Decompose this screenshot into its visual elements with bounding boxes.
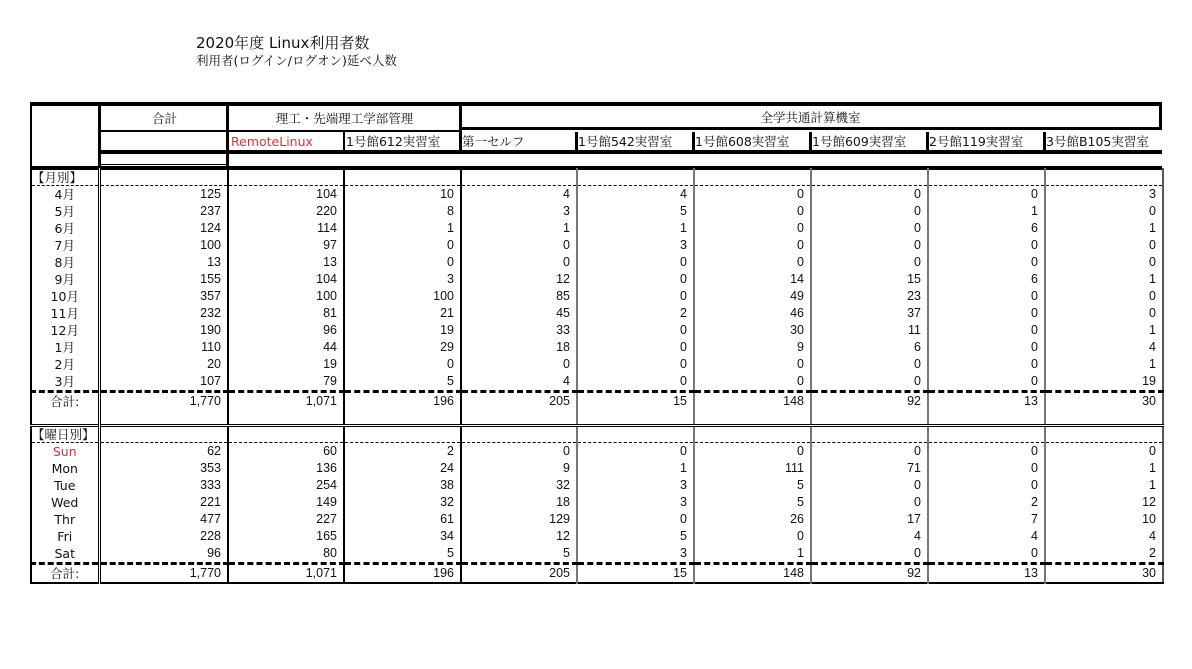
value-cell: 62 xyxy=(99,443,228,461)
value-cell: 228 xyxy=(200,529,221,543)
usage-data-table xyxy=(30,168,1164,584)
col-609: 1号館609実習室 xyxy=(812,134,907,149)
value-cell: 0 xyxy=(694,528,811,545)
table-row xyxy=(31,305,1163,322)
value-cell: 1 xyxy=(461,220,577,237)
value-cell: 4 xyxy=(577,186,694,204)
value-cell: 3 xyxy=(461,203,577,220)
empty-cell xyxy=(928,169,1045,186)
value-cell: 190 xyxy=(200,323,221,337)
total-cell: 92 xyxy=(811,392,928,411)
empty-cell xyxy=(228,169,344,186)
empty-cell xyxy=(577,410,694,426)
table-row xyxy=(31,494,1163,511)
value-cell: 100 xyxy=(200,238,221,252)
value-cell: 0 xyxy=(577,443,694,461)
empty-cell xyxy=(344,426,461,443)
value-cell: 49 xyxy=(694,288,811,305)
value-cell: 6 xyxy=(928,220,1045,237)
row-label: 1月 xyxy=(31,339,99,356)
table-row xyxy=(31,220,1163,237)
value-cell: 4 xyxy=(1045,528,1163,545)
total-cell: 1,071 xyxy=(228,564,344,584)
value-cell: 24 xyxy=(344,460,461,477)
value-cell: 3 xyxy=(1045,186,1163,204)
value-cell: 1 xyxy=(1045,220,1163,237)
value-cell: 5 xyxy=(694,477,811,494)
total-label: 合計: xyxy=(31,564,99,584)
value-cell: 11 xyxy=(811,322,928,339)
row-label: Sun xyxy=(31,443,99,461)
value-cell: 0 xyxy=(694,373,811,392)
value-cell: 0 xyxy=(928,322,1045,339)
value-cell: 0 xyxy=(811,494,928,511)
value-cell: 0 xyxy=(577,339,694,356)
value-cell: 0 xyxy=(811,254,928,271)
total-cell: 205 xyxy=(461,564,577,584)
value-cell: 100 xyxy=(344,288,461,305)
value-cell: 0 xyxy=(344,237,461,254)
value-cell: 5 xyxy=(577,528,694,545)
table-row xyxy=(31,545,1163,564)
value-cell: 0 xyxy=(928,339,1045,356)
value-cell: 12 xyxy=(461,271,577,288)
empty-cell xyxy=(228,426,344,443)
section-label: 【月別】 xyxy=(31,169,99,186)
value-cell: 110 xyxy=(201,340,221,354)
value-cell: 232 xyxy=(200,306,221,320)
total-cell: 30 xyxy=(1045,392,1163,411)
total-cell: 1,770 xyxy=(99,392,228,411)
empty-cell xyxy=(577,169,694,186)
value-cell: 29 xyxy=(344,339,461,356)
value-cell: 165 xyxy=(228,528,344,545)
row-label: Wed xyxy=(31,494,99,511)
value-cell: 0 xyxy=(811,477,928,494)
value-cell: 0 xyxy=(461,254,577,271)
value-cell: 1 xyxy=(577,220,694,237)
row-label: Fri xyxy=(31,528,99,545)
value-cell: 0 xyxy=(694,220,811,237)
empty-cell xyxy=(1045,426,1163,443)
col-119: 2号館119実習室 xyxy=(929,134,1024,149)
value-cell: 333 xyxy=(200,478,221,492)
value-cell: 1 xyxy=(694,545,811,564)
value-cell: 0 xyxy=(1045,254,1163,271)
value-cell: 3 xyxy=(577,237,694,254)
value-cell: 3 xyxy=(577,545,694,564)
row-label: 9月 xyxy=(31,271,99,288)
value-cell: 23 xyxy=(811,288,928,305)
value-cell: 0 xyxy=(694,186,811,204)
row-label: 7月 xyxy=(31,237,99,254)
value-cell: 21 xyxy=(344,305,461,322)
value-cell: 17 xyxy=(811,511,928,528)
empty-cell xyxy=(811,410,928,426)
value-cell: 1 xyxy=(928,203,1045,220)
value-cell: 32 xyxy=(461,477,577,494)
value-cell: 2 xyxy=(577,305,694,322)
value-cell: 1 xyxy=(1045,356,1163,373)
empty-cell xyxy=(461,169,577,186)
value-cell: 0 xyxy=(1045,443,1163,461)
total-cell: 1,770 xyxy=(99,564,228,584)
value-cell: 0 xyxy=(928,373,1045,392)
table-row xyxy=(31,203,1163,220)
value-cell: 6 xyxy=(928,271,1045,288)
value-cell: 0 xyxy=(577,271,694,288)
value-cell: 0 xyxy=(1045,305,1163,322)
total-label: 合計: xyxy=(31,392,99,411)
value-cell: 1 xyxy=(1045,271,1163,288)
total-row xyxy=(31,564,1163,584)
value-cell: 111 xyxy=(694,460,811,477)
value-cell: 0 xyxy=(928,288,1045,305)
value-cell: 26 xyxy=(694,511,811,528)
row-label: 2月 xyxy=(31,356,99,373)
value-cell: 19 xyxy=(344,322,461,339)
value-cell: 9 xyxy=(694,339,811,356)
value-cell: 81 xyxy=(228,305,344,322)
table-row xyxy=(31,356,1163,373)
empty-cell xyxy=(694,410,811,426)
value-cell: 19 xyxy=(228,356,344,373)
total-cell: 148 xyxy=(694,564,811,584)
value-cell: 0 xyxy=(694,203,811,220)
value-cell: 4 xyxy=(461,373,577,392)
value-cell: 10 xyxy=(1045,511,1163,528)
value-cell: 9 xyxy=(461,460,577,477)
value-cell: 0 xyxy=(694,254,811,271)
value-cell: 114 xyxy=(228,220,344,237)
value-cell: 0 xyxy=(928,186,1045,204)
row-label: 8月 xyxy=(31,254,99,271)
table-row xyxy=(31,322,1163,339)
col-612: 1号館612実習室 xyxy=(346,134,441,149)
row-label: 11月 xyxy=(31,305,99,322)
total-cell: 92 xyxy=(811,564,928,584)
value-cell: 5 xyxy=(694,494,811,511)
col-608: 1号館608実習室 xyxy=(695,134,790,149)
section-header-row xyxy=(31,426,1163,443)
value-cell: 155 xyxy=(200,272,221,286)
value-cell: 353 xyxy=(200,461,221,475)
value-cell: 45 xyxy=(461,305,577,322)
table-row xyxy=(31,460,1163,477)
value-cell: 220 xyxy=(228,203,344,220)
value-cell: 0 xyxy=(811,220,928,237)
value-cell: 15 xyxy=(811,271,928,288)
table-row xyxy=(31,528,1163,545)
value-cell: 0 xyxy=(1045,288,1163,305)
empty-cell xyxy=(1045,410,1163,426)
table-row xyxy=(31,271,1163,288)
row-label: Tue xyxy=(31,477,99,494)
value-cell: 5 xyxy=(577,203,694,220)
value-cell: 5 xyxy=(461,545,577,564)
value-cell: 1 xyxy=(344,220,461,237)
value-cell: 0 xyxy=(577,511,694,528)
value-cell: 0 xyxy=(694,237,811,254)
value-cell: 104 xyxy=(228,186,344,204)
value-cell: 96 xyxy=(228,322,344,339)
total-row xyxy=(31,392,1163,411)
value-cell: 125 xyxy=(99,186,228,204)
empty-cell xyxy=(344,169,461,186)
value-cell: 0 xyxy=(811,443,928,461)
value-cell: 227 xyxy=(228,511,344,528)
value-cell: 44 xyxy=(228,339,344,356)
value-cell: 0 xyxy=(577,288,694,305)
row-label: Thr xyxy=(31,511,99,528)
table-row xyxy=(31,373,1163,392)
empty-cell xyxy=(99,410,228,426)
value-cell: 0 xyxy=(928,237,1045,254)
value-cell: 0 xyxy=(694,443,811,461)
row-label: 3月 xyxy=(31,373,99,392)
empty-cell xyxy=(461,426,577,443)
value-cell: 0 xyxy=(811,186,928,204)
value-cell: 71 xyxy=(811,460,928,477)
value-cell: 4 xyxy=(461,186,577,204)
usage-table-header xyxy=(30,102,1160,164)
empty-cell xyxy=(811,169,928,186)
value-cell: 0 xyxy=(577,373,694,392)
spacer-row xyxy=(31,410,1163,426)
col-self: 第一セルフ xyxy=(462,134,525,149)
value-cell: 14 xyxy=(694,271,811,288)
report-subtitle: 利用者(ログイン/ログオン)延べ人数 xyxy=(196,53,397,68)
value-cell: 12 xyxy=(1045,494,1163,511)
value-cell: 18 xyxy=(461,494,577,511)
value-cell: 38 xyxy=(344,477,461,494)
total-cell: 30 xyxy=(1045,564,1163,584)
value-cell: 237 xyxy=(200,204,221,218)
section-label: 【曜日別】 xyxy=(31,426,99,443)
table-row xyxy=(31,477,1163,494)
value-cell: 33 xyxy=(461,322,577,339)
value-cell: 1 xyxy=(1045,460,1163,477)
value-cell: 3 xyxy=(577,494,694,511)
value-cell: 96 xyxy=(207,546,221,560)
value-cell: 0 xyxy=(577,356,694,373)
value-cell: 30 xyxy=(694,322,811,339)
empty-cell xyxy=(31,410,99,426)
value-cell: 0 xyxy=(928,443,1045,461)
value-cell: 2 xyxy=(1045,545,1163,564)
total-cell: 15 xyxy=(577,564,694,584)
value-cell: 4 xyxy=(1045,339,1163,356)
value-cell: 12 xyxy=(461,528,577,545)
value-cell: 221 xyxy=(200,495,221,509)
table-row xyxy=(31,339,1163,356)
value-cell: 1 xyxy=(1045,477,1163,494)
value-cell: 2 xyxy=(928,494,1045,511)
value-cell: 0 xyxy=(928,477,1045,494)
row-label: 10月 xyxy=(31,288,99,305)
empty-cell xyxy=(928,410,1045,426)
total-cell: 148 xyxy=(694,392,811,411)
value-cell: 3 xyxy=(344,271,461,288)
value-cell: 85 xyxy=(461,288,577,305)
value-cell: 104 xyxy=(228,271,344,288)
value-cell: 0 xyxy=(344,356,461,373)
value-cell: 19 xyxy=(1045,373,1163,392)
value-cell: 6 xyxy=(811,339,928,356)
table-row xyxy=(31,443,1163,461)
value-cell: 5 xyxy=(344,545,461,564)
value-cell: 0 xyxy=(577,322,694,339)
row-label: Sat xyxy=(31,545,99,564)
value-cell: 0 xyxy=(1045,203,1163,220)
value-cell: 46 xyxy=(694,305,811,322)
value-cell: 80 xyxy=(228,545,344,564)
value-cell: 61 xyxy=(344,511,461,528)
value-cell: 0 xyxy=(577,254,694,271)
table-row xyxy=(31,288,1163,305)
value-cell: 100 xyxy=(228,288,344,305)
value-cell: 60 xyxy=(228,443,344,461)
empty-cell xyxy=(228,410,344,426)
value-cell: 13 xyxy=(207,255,221,269)
value-cell: 0 xyxy=(928,460,1045,477)
header-total: 合計 xyxy=(151,111,177,126)
total-cell: 13 xyxy=(928,564,1045,584)
value-cell: 0 xyxy=(811,545,928,564)
value-cell: 129 xyxy=(461,511,577,528)
table-row xyxy=(31,254,1163,271)
row-label: Mon xyxy=(31,460,99,477)
total-cell: 1,071 xyxy=(228,392,344,411)
section-header-row xyxy=(31,169,1163,186)
value-cell: 357 xyxy=(200,289,221,303)
col-b105: 3号館B105実習室 xyxy=(1046,134,1149,149)
row-label: 12月 xyxy=(31,322,99,339)
value-cell: 2 xyxy=(344,443,461,461)
empty-cell xyxy=(99,169,228,186)
value-cell: 0 xyxy=(811,203,928,220)
value-cell: 477 xyxy=(200,512,221,526)
value-cell: 0 xyxy=(1045,237,1163,254)
col-remotelinux: RemoteLinux xyxy=(231,134,313,149)
value-cell: 10 xyxy=(344,186,461,204)
value-cell: 107 xyxy=(200,374,221,388)
report-title: 2020年度 Linux利用者数 xyxy=(196,34,370,52)
table-row xyxy=(31,186,1163,204)
value-cell: 0 xyxy=(811,237,928,254)
value-cell: 7 xyxy=(928,511,1045,528)
header-group-common: 全学共通計算機室 xyxy=(462,106,1162,130)
empty-cell xyxy=(1045,169,1163,186)
value-cell: 0 xyxy=(928,254,1045,271)
row-label: 5月 xyxy=(31,203,99,220)
value-cell: 0 xyxy=(461,443,577,461)
value-cell: 0 xyxy=(811,356,928,373)
col-542: 1号館542実習室 xyxy=(578,134,673,149)
row-label: 4月 xyxy=(31,186,99,204)
empty-cell xyxy=(344,410,461,426)
total-cell: 205 xyxy=(461,392,577,411)
value-cell: 0 xyxy=(461,237,577,254)
value-cell: 5 xyxy=(344,373,461,392)
value-cell: 13 xyxy=(228,254,344,271)
value-cell: 32 xyxy=(344,494,461,511)
value-cell: 18 xyxy=(461,339,577,356)
value-cell: 0 xyxy=(928,356,1045,373)
empty-cell xyxy=(694,169,811,186)
value-cell: 0 xyxy=(461,356,577,373)
empty-cell xyxy=(577,426,694,443)
table-row xyxy=(31,237,1163,254)
header-group-riko: 理工・先端理工学部管理 xyxy=(275,111,414,126)
table-row xyxy=(31,511,1163,528)
value-cell: 0 xyxy=(928,305,1045,322)
value-cell: 124 xyxy=(200,221,221,235)
total-cell: 196 xyxy=(344,392,461,411)
value-cell: 136 xyxy=(228,460,344,477)
value-cell: 37 xyxy=(811,305,928,322)
total-cell: 196 xyxy=(344,564,461,584)
value-cell: 254 xyxy=(228,477,344,494)
value-cell: 3 xyxy=(577,477,694,494)
value-cell: 0 xyxy=(344,254,461,271)
value-cell: 79 xyxy=(228,373,344,392)
value-cell: 1 xyxy=(577,460,694,477)
empty-cell xyxy=(694,426,811,443)
value-cell: 0 xyxy=(928,545,1045,564)
empty-cell xyxy=(928,426,1045,443)
value-cell: 4 xyxy=(811,528,928,545)
value-cell: 4 xyxy=(928,528,1045,545)
total-cell: 15 xyxy=(577,392,694,411)
empty-cell xyxy=(461,410,577,426)
value-cell: 20 xyxy=(207,357,221,371)
total-cell: 13 xyxy=(928,392,1045,411)
value-cell: 34 xyxy=(344,528,461,545)
value-cell: 8 xyxy=(344,203,461,220)
empty-cell xyxy=(811,426,928,443)
row-label: 6月 xyxy=(31,220,99,237)
value-cell: 97 xyxy=(228,237,344,254)
value-cell: 0 xyxy=(694,356,811,373)
value-cell: 149 xyxy=(228,494,344,511)
empty-cell xyxy=(99,426,228,443)
value-cell: 1 xyxy=(1045,322,1163,339)
value-cell: 0 xyxy=(811,373,928,392)
